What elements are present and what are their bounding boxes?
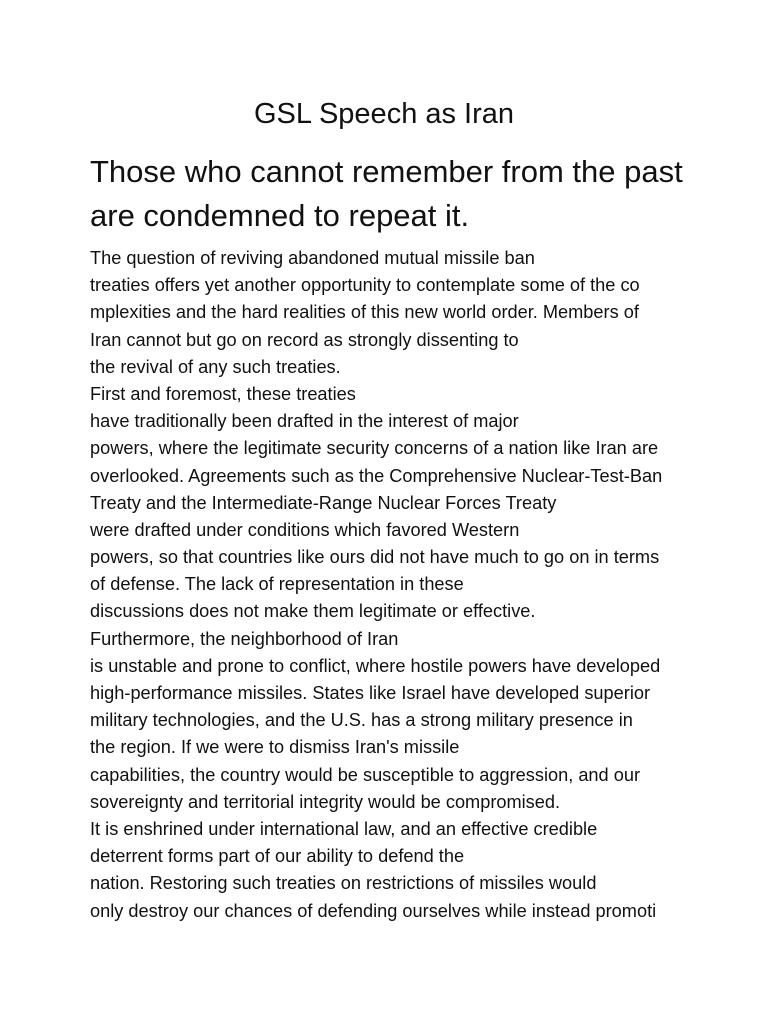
body-line: high-performance missiles. States like Israel have developed superior [90, 683, 651, 703]
body-line: have traditionally been drafted in the interest of major [90, 411, 519, 432]
body-line: sovereignty and territorial integrity would be compromised. [90, 791, 561, 812]
quote-line: are condemned to repeat it. [90, 198, 470, 233]
body-line: is unstable and prone to conflict, where hostile powers have developed [90, 655, 661, 676]
body-line: capabilities, the country would be susceptible to aggression, and our [90, 764, 641, 785]
body-line: First and foremost, these treaties [90, 383, 356, 404]
body-line: the region. If we were to dismiss Iran's missile [90, 737, 460, 758]
body-line: discussions does not make them legitimate or effective. [90, 601, 536, 622]
body-line: military technologies, and the U.S. has a strong military presence in [90, 710, 633, 731]
body-line: were drafted under conditions which favored Western [90, 519, 520, 540]
body-line: Treaty and the Intermediate-Range Nuclear Forces Treaty [90, 492, 557, 513]
speech-body [90, 245, 750, 925]
body-line: Iran cannot but go on record as strongly dissenting to [90, 329, 519, 350]
document-title: GSL Speech as Iran [253, 98, 515, 130]
body-line: powers, where the legitimate security concerns of a nation like Iran are [90, 438, 659, 459]
body-line: only destroy our chances of defending ourselves while instead promoti [90, 900, 657, 921]
body-line: overlooked. Agreements such as the Comprehensive Nuclear-Test-Ban [90, 465, 663, 486]
body-line: nation. Restoring such treaties on restrictions of missiles would [90, 873, 597, 894]
opening-quote [90, 150, 730, 238]
body-line: The question of reviving abandoned mutual missile ban [90, 248, 535, 268]
body-line: mplexities and the hard realities of this new world order. Members of [90, 302, 639, 323]
body-line: deterrent forms part of our ability to defend the [90, 846, 465, 867]
body-line: the revival of any such treaties. [90, 356, 341, 377]
body-line: powers, so that countries like ours did not have much to go on in terms [90, 547, 660, 568]
quote-line: Those who cannot remember from the past [90, 154, 683, 189]
body-line: of defense. The lack of representation in these [90, 574, 464, 595]
body-line: treaties offers yet another opportunity to contemplate some of the co [90, 275, 640, 296]
body-line: It is enshrined under international law, and an effective credible [90, 818, 598, 839]
body-line: Furthermore, the neighborhood of Iran [90, 628, 399, 649]
